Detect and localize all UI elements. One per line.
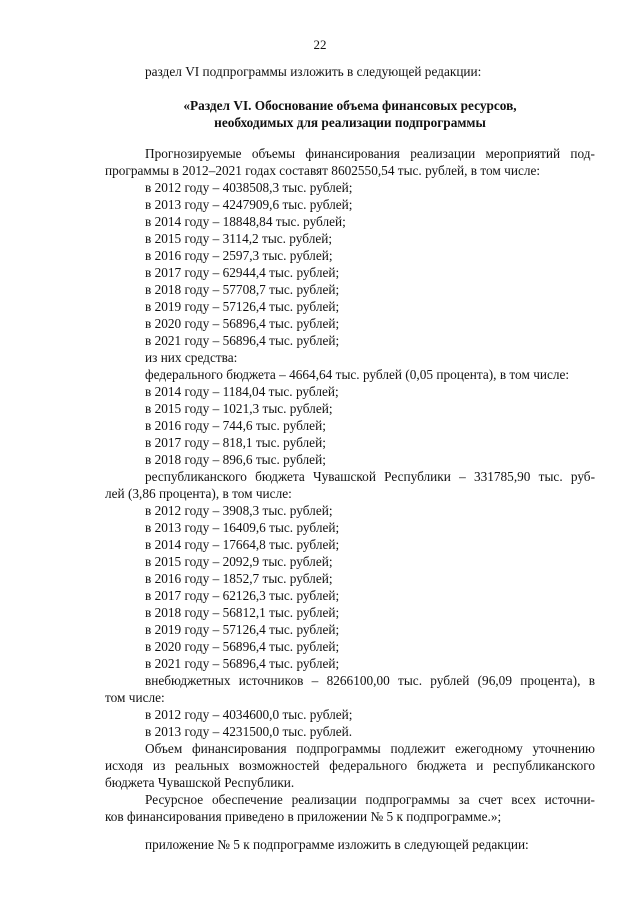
annual-paragraph-line1: Объем финансирования подпрограммы подлежит ежегодному уточнению (145, 741, 595, 756)
total-year-2019: в 2019 году – 57126,4 тыс. рублей; (145, 299, 340, 314)
federal-year-2014: в 2014 году – 1184,04 тыс. рублей; (145, 384, 339, 399)
republic-year-2017: в 2017 году – 62126,3 тыс. рублей; (145, 588, 340, 603)
extra-year-2013: в 2013 году – 4231500,0 тыс. рублей. (145, 724, 353, 739)
republic-year-2020: в 2020 году – 56896,4 тыс. рублей; (145, 639, 340, 654)
total-year-2020: в 2020 году – 56896,4 тыс. рублей; (145, 316, 340, 331)
total-paragraph-line2: программы в 2012–2021 годах составят 8602550,54 тыс. рублей, в том числе: (105, 163, 541, 178)
intro-text: раздел VI подпрограммы изложить в следующей редакции: (145, 64, 482, 79)
republic-budget-line2: лей (3,86 процента), в том числе: (105, 486, 292, 501)
republic-year-2014: в 2014 году – 17664,8 тыс. рублей; (145, 537, 340, 552)
republic-budget-line1: республиканского бюджета Чувашской Республики – 331785,90 тыс. руб- (145, 469, 595, 484)
total-year-2013: в 2013 году – 4247909,6 тыс. рублей; (145, 197, 353, 212)
republic-year-2021: в 2021 году – 56896,4 тыс. рублей; (145, 656, 340, 671)
republic-year-2016: в 2016 году – 1852,7 тыс. рублей; (145, 571, 333, 586)
republic-year-2018: в 2018 году – 56812,1 тыс. рублей; (145, 605, 340, 620)
total-year-2017: в 2017 году – 62944,4 тыс. рублей; (145, 265, 340, 280)
total-year-2021: в 2021 году – 56896,4 тыс. рублей; (145, 333, 340, 348)
page-number: 22 (313, 37, 327, 52)
closing-text: приложение № 5 к подпрограмме изложить в следующей редакции: (145, 837, 529, 852)
federal-year-2016: в 2016 году – 744,6 тыс. рублей; (145, 418, 326, 433)
total-year-2018: в 2018 году – 57708,7 тыс. рублей; (145, 282, 340, 297)
total-year-2014: в 2014 году – 18848,84 тыс. рублей; (145, 214, 346, 229)
annual-paragraph-line2: исходя из реальных возможностей федерального бюджета и республиканского (105, 758, 595, 773)
resource-paragraph-line2: ков финансирования приведено в приложении № 5 к подпрограмме.»; (105, 809, 502, 824)
total-year-2016: в 2016 году – 2597,3 тыс. рублей; (145, 248, 333, 263)
federal-budget-header: федерального бюджета – 4664,64 тыс. рублей (0,05 процента), в том числе: (145, 367, 570, 382)
republic-year-2013: в 2013 году – 16409,6 тыс. рублей; (145, 520, 340, 535)
republic-year-2012: в 2012 году – 3908,3 тыс. рублей; (145, 503, 333, 518)
total-year-2012: в 2012 году – 4038508,3 тыс. рублей; (145, 180, 353, 195)
extra-year-2012: в 2012 году – 4034600,0 тыс. рублей; (145, 707, 353, 722)
of-which-label: из них средства: (145, 350, 238, 365)
federal-year-2015: в 2015 году – 1021,3 тыс. рублей; (145, 401, 333, 416)
republic-year-2019: в 2019 году – 57126,4 тыс. рублей; (145, 622, 340, 637)
federal-year-2018: в 2018 году – 896,6 тыс. рублей; (145, 452, 326, 467)
annual-paragraph-line3: бюджета Чувашской Республики. (105, 775, 295, 790)
total-paragraph-line1: Прогнозируемые объемы финансирования реализации мероприятий под- (145, 146, 595, 161)
extra-budget-line1: внебюджетных источников – 8266100,00 тыс. рублей (96,09 процента), в (145, 673, 595, 688)
federal-year-2017: в 2017 году – 818,1 тыс. рублей; (145, 435, 326, 450)
total-year-2015: в 2015 году – 3114,2 тыс. рублей; (145, 231, 333, 246)
section-heading-line2: необходимых для реализации подпрограммы (214, 115, 486, 130)
resource-paragraph-line1: Ресурсное обеспечение реализации подпрограммы за счет всех источни- (145, 792, 595, 807)
extra-budget-line2: том числе: (105, 690, 165, 705)
section-heading-line1: «Раздел VI. Обоснование объема финансовых ресурсов, (183, 98, 517, 113)
republic-year-2015: в 2015 году – 2092,9 тыс. рублей; (145, 554, 333, 569)
